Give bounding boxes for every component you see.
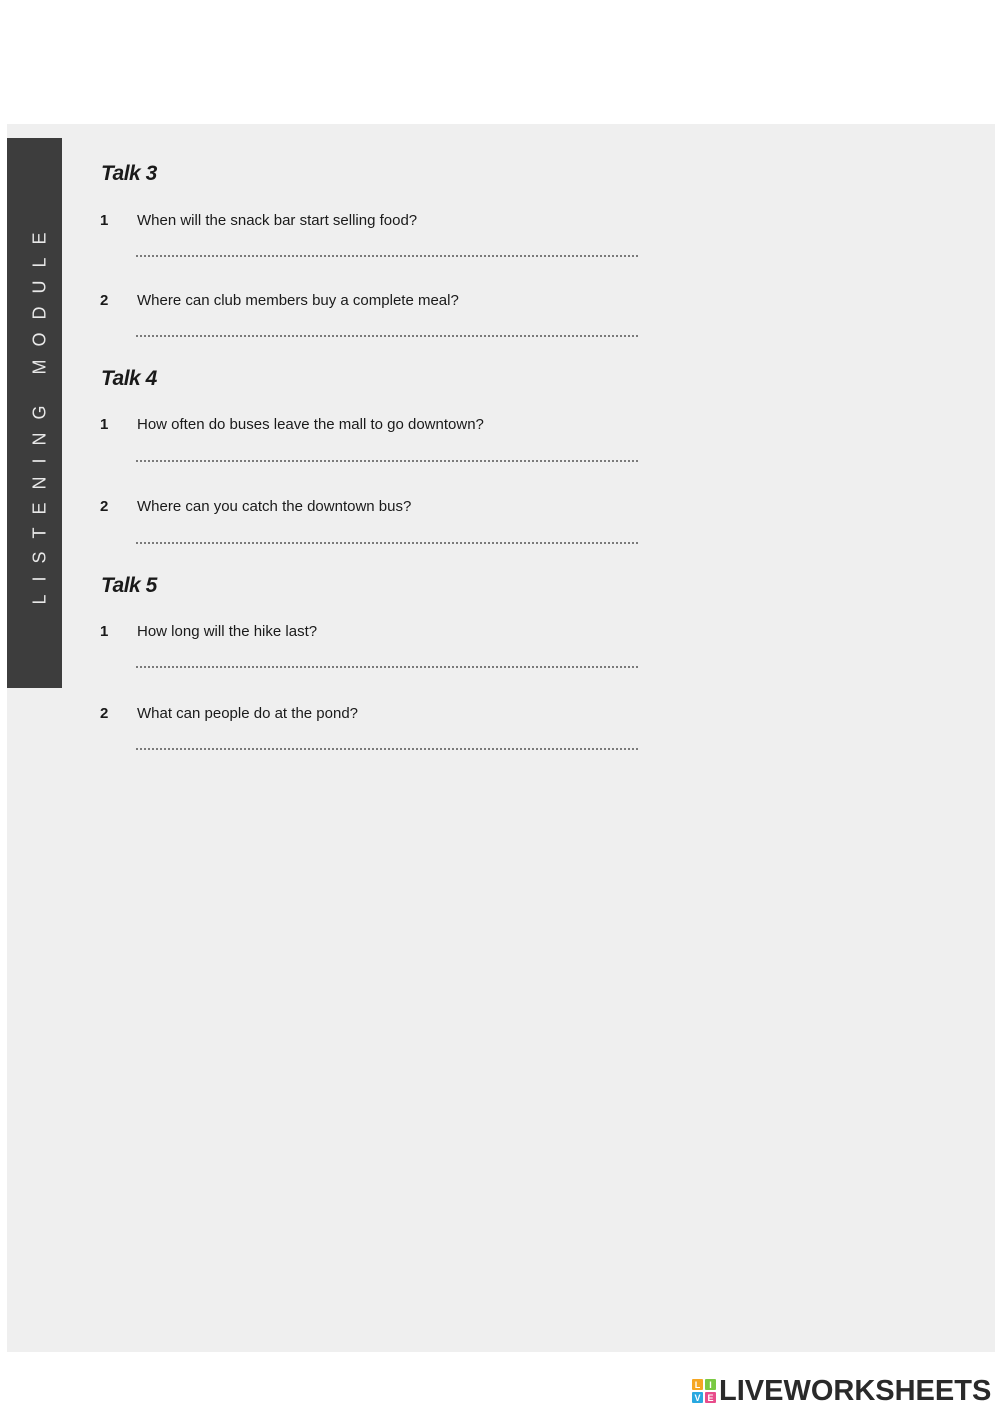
side-tab-label: LISTENING MODULE — [29, 219, 50, 605]
section-title: Talk 5 — [101, 574, 157, 597]
question-text: Where can you catch the downtown bus? — [137, 498, 412, 515]
question-text: What can people do at the pond? — [137, 705, 359, 722]
question-text: How often do buses leave the mall to go downtown? — [137, 416, 484, 433]
question-text: Where can club members buy a complete meal? — [137, 292, 459, 309]
answer-input[interactable] — [136, 666, 638, 668]
question-number: 1 — [100, 623, 109, 640]
answer-input[interactable] — [136, 748, 638, 750]
logo-text: LIVEWORKSHEETS — [719, 1374, 992, 1407]
logo-letter: I — [705, 1379, 716, 1390]
question-text: How long will the hike last? — [137, 623, 318, 640]
question-number: 2 — [100, 498, 109, 515]
section-title: Talk 4 — [101, 367, 157, 390]
question-text: When will the snack bar start selling food? — [137, 212, 418, 229]
logo-letter: V — [692, 1392, 703, 1403]
logo-icon — [692, 1379, 716, 1403]
answer-input[interactable] — [136, 255, 638, 257]
question-number: 1 — [100, 212, 109, 229]
answer-input[interactable] — [136, 542, 638, 544]
logo-letter: L — [692, 1379, 703, 1390]
answer-input[interactable] — [136, 460, 638, 462]
section-title: Talk 3 — [101, 162, 157, 185]
liveworksheets-logo — [692, 1374, 991, 1408]
question-number: 1 — [100, 416, 109, 433]
logo-letter: E — [705, 1392, 716, 1403]
question-number: 2 — [100, 705, 109, 722]
question-number: 2 — [100, 292, 109, 309]
answer-input[interactable] — [136, 335, 638, 337]
